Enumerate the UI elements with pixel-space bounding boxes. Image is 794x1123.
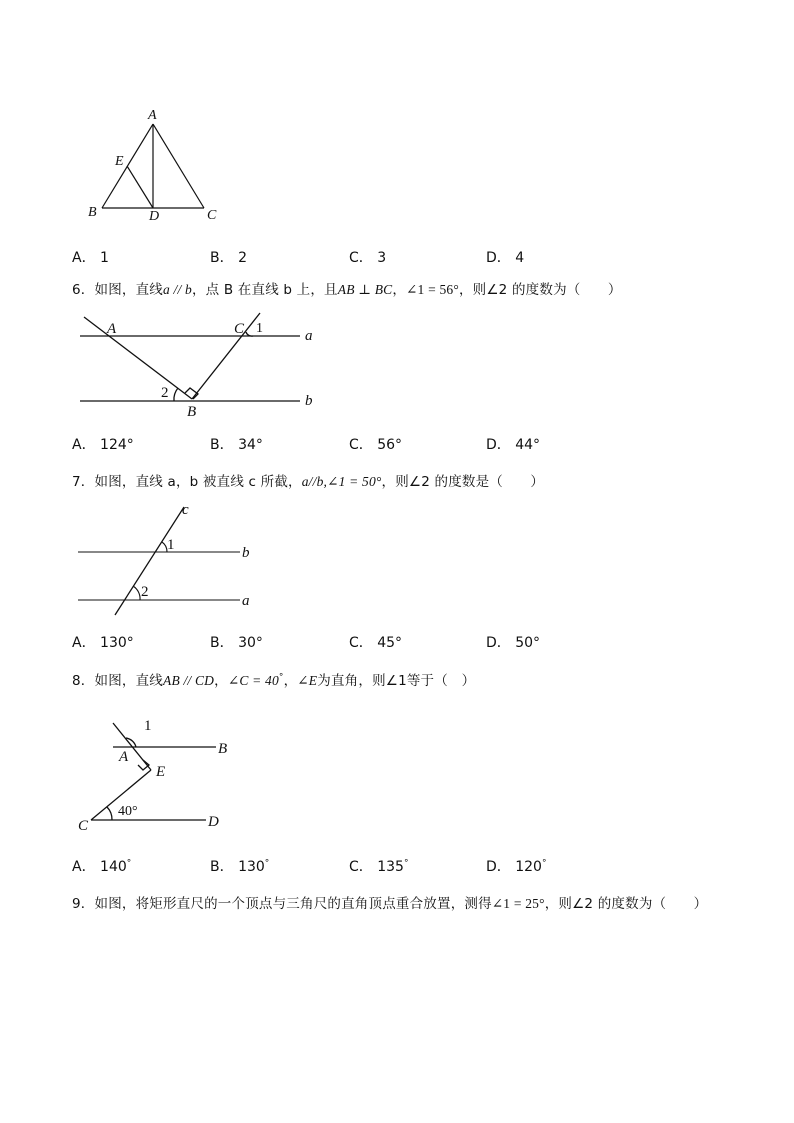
q6-math-perpendicular: AB ⊥ BC [337, 282, 393, 297]
q6-option-a[interactable] [72, 434, 134, 454]
option-letter: D． [486, 250, 511, 266]
q9-suffix: ，则∠2 的度数为（ ） [544, 896, 708, 912]
q7-angle-2-arc [133, 586, 140, 600]
q7-question-text [72, 470, 544, 490]
q8-option-d[interactable] [486, 856, 546, 876]
q7-suffix: ，则∠2 的度数是（ ） [381, 474, 545, 490]
q5-option-b[interactable] [210, 247, 247, 267]
q6-options [0, 434, 794, 454]
q8-degree-sup: ° [278, 672, 284, 683]
option-degree: ° [264, 858, 270, 869]
option-letter: A． [72, 635, 96, 651]
q6-mid2: ， [392, 282, 407, 298]
q6-option-c[interactable] [349, 434, 402, 454]
option-value: 2 [238, 250, 247, 266]
q8-mid1: ， [214, 673, 228, 689]
q8-question-text [72, 669, 475, 689]
q7-prefix: 7．如图，直线 a，b 被直线 c 所截， [72, 474, 302, 490]
q7-label-a: a [242, 593, 250, 609]
q6-label-line-a: a [305, 328, 313, 344]
q5-options [0, 247, 794, 267]
option-letter: B． [210, 250, 234, 266]
q6-label-a: A [107, 321, 117, 337]
option-letter: A． [72, 859, 96, 875]
q8-math-angle-c: ∠C = 40 [227, 673, 279, 688]
q8-label-a: A [119, 749, 129, 765]
q8-option-a[interactable] [72, 856, 131, 876]
q7-option-c[interactable] [349, 632, 402, 652]
option-letter: D． [486, 437, 511, 453]
option-letter: B． [210, 859, 234, 875]
option-letter: D． [486, 859, 511, 875]
q8-angle-c-arc [107, 807, 112, 820]
q5-label-c: C [207, 208, 217, 223]
q8-option-c[interactable] [349, 856, 408, 876]
q7-math-condition: a//b,∠1 = 50° [301, 474, 382, 489]
q8-label-1: 1 [144, 718, 152, 734]
q5-label-a: A [148, 108, 157, 123]
q6-math-angle: ∠1 = 56° [406, 282, 459, 297]
q6-label-1: 1 [256, 321, 263, 336]
option-degree: ° [541, 858, 547, 869]
q5-segment-ed [127, 166, 153, 208]
option-value: 34° [238, 437, 263, 453]
q5-triangle-figure [80, 104, 230, 226]
option-letter: B． [210, 635, 234, 651]
option-degree: ° [403, 858, 409, 869]
q8-option-b[interactable] [210, 856, 269, 876]
q6-mid1: ，点 B 在直线 b 上，且 [191, 282, 338, 298]
q5-label-d: D [149, 209, 160, 224]
q8-label-d: D [208, 814, 219, 830]
option-letter: A． [72, 250, 96, 266]
q8-mid2: ， [283, 673, 298, 689]
q8-zigzag-figure [70, 708, 240, 834]
q6-label-2: 2 [161, 385, 169, 401]
option-value: 140 [100, 859, 127, 875]
option-letter: C． [349, 859, 373, 875]
q6-option-b[interactable] [210, 434, 263, 454]
option-letter: C． [349, 250, 373, 266]
q5-label-b: B [88, 205, 97, 220]
q6-math-parallel: a // b [163, 282, 192, 297]
option-letter: A． [72, 437, 96, 453]
q6-parallel-lines-figure [70, 306, 330, 420]
q7-line-c [115, 507, 184, 615]
q9-math-angle: ∠1 = 25° [491, 896, 545, 911]
option-value: 120 [515, 859, 542, 875]
q7-label-c: c [182, 502, 189, 518]
q6-prefix: 6．如图，直线 [72, 282, 163, 298]
q6-label-line-b: b [305, 393, 313, 409]
q6-option-d[interactable] [486, 434, 540, 454]
option-value: 135 [377, 859, 404, 875]
q8-label-40deg: 40° [118, 804, 138, 819]
option-value: 56° [377, 437, 403, 453]
q7-label-1: 1 [167, 537, 175, 553]
q8-label-e: E [156, 764, 166, 780]
q8-prefix: 8．如图，直线 [72, 673, 163, 689]
option-value: 4 [515, 250, 525, 266]
q6-angle-2-arc [174, 388, 178, 401]
q6-question-text [72, 278, 622, 298]
q8-math-angle-e: ∠E [297, 673, 318, 688]
option-value: 44° [515, 437, 541, 453]
q6-label-c: C [234, 321, 245, 337]
option-degree: ° [126, 858, 132, 869]
option-letter: D． [486, 635, 511, 651]
q7-label-2: 2 [141, 584, 149, 600]
q8-math-parallel: AB // CD [163, 673, 215, 688]
q5-label-e: E [115, 154, 124, 169]
option-letter: C． [349, 635, 373, 651]
q8-label-c: C [78, 818, 89, 834]
q7-options [0, 632, 794, 652]
option-value: 130 [238, 859, 265, 875]
q5-option-d[interactable] [486, 247, 524, 267]
option-value: 3 [377, 250, 387, 266]
q5-option-c[interactable] [349, 247, 386, 267]
q5-option-a[interactable] [72, 247, 109, 267]
q8-options [0, 856, 794, 876]
q9-question-text [72, 892, 707, 912]
q6-segment-ab [84, 317, 192, 399]
option-value: 124° [100, 437, 134, 453]
q8-label-b: B [218, 741, 228, 757]
q7-option-b[interactable] [210, 632, 263, 652]
q8-suffix: 为直角，则∠1等于（ ） [317, 673, 476, 689]
option-value: 45° [377, 635, 403, 651]
option-letter: C． [349, 437, 373, 453]
q7-label-b: b [242, 545, 250, 561]
option-value: 1 [100, 250, 109, 266]
q7-option-d[interactable] [486, 632, 540, 652]
q5-side-ac [153, 124, 204, 208]
option-value: 50° [515, 635, 541, 651]
option-letter: B． [210, 437, 234, 453]
q7-option-a[interactable] [72, 632, 134, 652]
q9-prefix: 9．如图，将矩形直尺的一个顶点与三角尺的直角顶点重合放置，测得 [72, 896, 492, 912]
q6-label-b: B [187, 404, 197, 420]
q7-transversal-figure [70, 500, 270, 620]
q6-segment-bc [192, 313, 260, 399]
option-value: 30° [238, 635, 263, 651]
q6-suffix: ，则∠2 的度数为（ ） [458, 282, 622, 298]
option-value: 130° [100, 635, 134, 651]
